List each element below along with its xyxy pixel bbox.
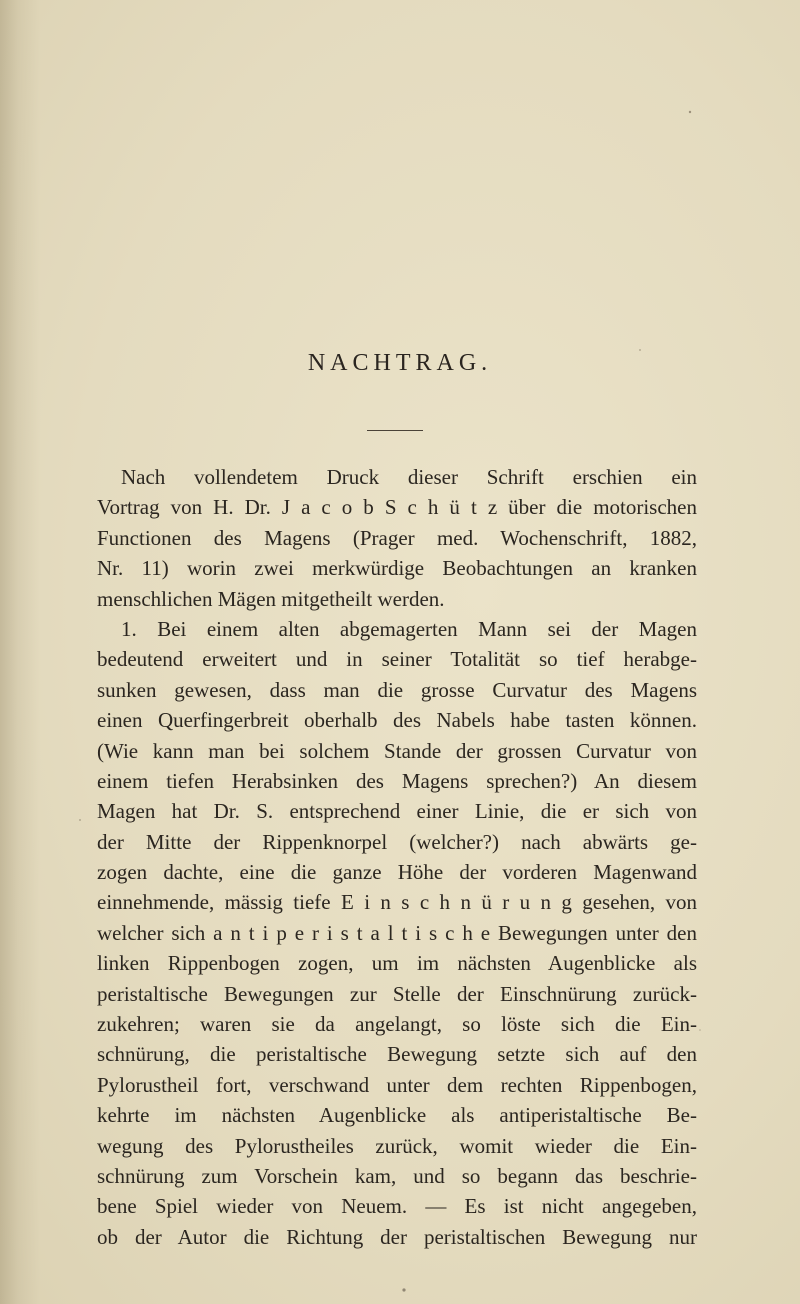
text-line: Nr. 11) worin zwei merkwürdige Beobachtungen an kranken — [97, 556, 697, 581]
text-line: schnürung, die peristaltische Bewegung setzte sich auf den — [97, 1042, 697, 1067]
text-line: ob der Autor die Richtung der peristaltischen Bewegung nur — [97, 1224, 697, 1249]
text-line: zogen dachte, eine die ganze Höhe der vorderen Magenwand — [97, 860, 697, 885]
text-line: Functionen des Magens (Prager med. Wochenschrift, 1882, — [97, 525, 697, 550]
text-line: Pylorustheil fort, verschwand unter dem rechten Rippenbogen, — [97, 1072, 697, 1097]
text-line: menschlichen Mägen mitgetheilt werden. — [97, 586, 445, 611]
text-line: der Mitte der Rippenknorpel (welcher?) nach abwärts ge- — [97, 829, 697, 854]
section-heading: NACHTRAG. — [307, 350, 493, 376]
text-line: bene Spiel wieder von Neuem. — Es ist nicht angegeben, — [97, 1194, 697, 1219]
text-line: zukehren; waren sie da angelangt, so löste sich die Ein- — [97, 1012, 697, 1037]
text-line: bedeutend erweitert und in seiner Totalität so tief herabge- — [97, 647, 697, 672]
text-line: einem tiefen Herabsinken des Magens sprechen?) An diesem — [97, 768, 697, 793]
text-line: (Wie kann man bei solchem Stande der grossen Curvatur von — [97, 738, 697, 763]
text-line: einen Querfingerbreit oberhalb des Nabels habe tasten können. — [97, 708, 697, 733]
body-text — [97, 462, 697, 1252]
text-line: Magen hat Dr. S. entsprechend einer Linie, die er sich von — [97, 799, 697, 824]
text-line: linken Rippenbogen zogen, um im nächsten Augenblicke als — [97, 951, 697, 976]
text-line: einnehmende, mässig tiefe E i n s c h n ü r u n g gesehen, von — [97, 890, 697, 915]
text-line: kehrte im nächsten Augenblicke als antiperistaltische Be- — [97, 1103, 697, 1128]
text-line: schnürung zum Vorschein kam, und so begann das beschrie- — [97, 1163, 697, 1188]
text-line: peristaltische Bewegungen zur Stelle der Einschnürung zurück- — [97, 981, 697, 1006]
text-line: wegung des Pylorustheiles zurück, womit wieder die Ein- — [97, 1133, 697, 1158]
text-line: 1. Bei einem alten abgemagerten Mann sei der Magen — [121, 616, 697, 641]
text-line: welcher sich a n t i p e r i s t a l t i s c h e Bewegungen unter den — [97, 920, 697, 945]
text-line: sunken gewesen, dass man die grosse Curvatur des Magens — [97, 677, 697, 702]
heading-divider — [367, 430, 423, 431]
text-line: Vortrag von H. Dr. J a c o b S c h ü t z über die motorischen — [97, 495, 697, 520]
text-line: Nach vollendetem Druck dieser Schrift erschien ein — [121, 465, 697, 489]
